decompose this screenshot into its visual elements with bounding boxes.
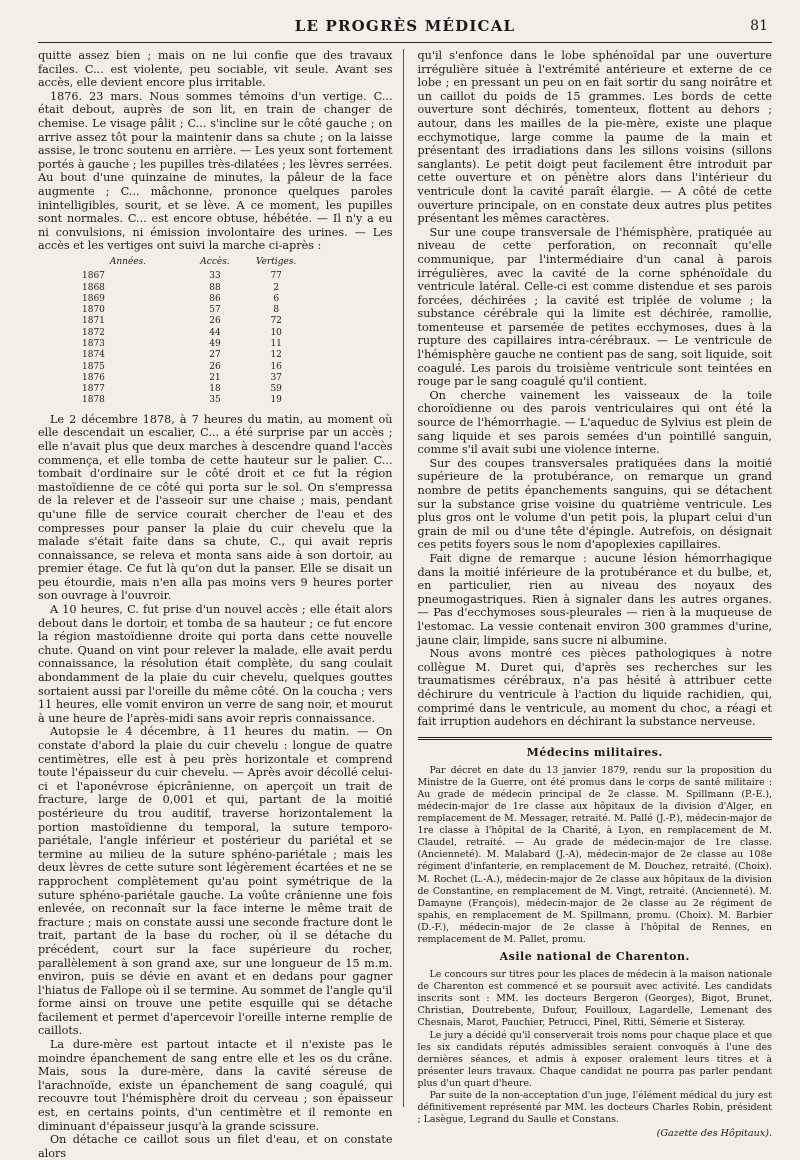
vertigos-cell: 19 [270, 395, 282, 406]
vertigos-cell: 77 [270, 271, 282, 282]
attacks-cell: 26 [209, 361, 221, 372]
table-row [74, 305, 310, 316]
vertigos-cell: 11 [270, 338, 282, 349]
vertigos-cell: 6 [273, 293, 280, 304]
paragraph: Nous avons montré ces pièces pathologiques à notre collègue M. Duret qui, d'après ses recherches sur les traumatismes cérébraux, n'a pas hésité à attribuer cette déchirure du ventricule à l'action du liquide rachidien, qui, comprimé dans le ventricule, au moment du choc, a réagi et fait irruption audehors en déchirant la substance nerveuse. [417, 647, 772, 729]
attacks-cell: 86 [209, 293, 221, 304]
year-cell: 1869 [82, 293, 105, 304]
paragraph: A 10 heures, C. fut prise d'un nouvel accès ; elle était alors debout dans le dortoir, et tomba de sa hauteur ; ce fut encore la région mastoïdienne droite qui porta dans cette nouvelle chute. Quand on vint pour relever la malade, elle avait perdu connaissance, la résolution était complète, du sang coulait abondamment de la plaie du cuir chevelu, quelques gouttes sortaient aussi par l'oreille du même côté. On la coucha ; vers 11 heures, elle vomit environ un verre de sang noir, et mourut à une heure de l'après-midi sans avoir repris connaissance. [38, 603, 393, 725]
attacks-cell: 44 [209, 327, 221, 338]
section-divider [418, 737, 773, 740]
table-row [74, 350, 310, 361]
news-charenton [418, 969, 773, 1126]
journal-title: LE PROGRÈS MÉDICAL [294, 17, 516, 35]
paragraph: Le concours sur titres pour les places de médecin à la maison nationale de Charenton est commencé et se poursuit avec activité. Les candidats inscrits sont : MM. les docteurs Bergeron (Georges), Bigot, Brunet, Christian, Doutrebente, Dufour, Fouilloux, Lagardelle, Lemenant des Chesnais, Marot, Pauchier, Petrucci, Pinel, Ritti, Sémerie et Sisteray. [417, 969, 772, 1029]
attacks-cell: 49 [209, 338, 221, 349]
vertigos-cell: 12 [270, 350, 282, 361]
year-cell: 1870 [82, 305, 105, 316]
page-number: 81 [750, 18, 768, 34]
paragraph: Autopsie le 4 décembre, à 11 heures du matin. — On constate d'abord la plaie du cuir chevelu : longue de quatre centimètres, elle est à peu près horizontale et comprend toute l'épaisseur du cuir chevelu. — Après avoir décollé celui-ci et l'aponévrose épicrânienne, on aperçoit un trait de fracture, large de 0,001 et qui, partant de la moitié postérieure du trou auditif, traverse horizontalement la portion mastoïdienne du temporal, la suture temporo-pariétale, l'angle inférieur et postérieur du pariétal et se termine au milieu de la suture sphéno-pariétale ; mais les deux lèvres de cette suture sont légèrement écartées et ne se rapprochent complètement qu'au point symétrique de la suture sphéno-pariétale gauche. La voûte crânienne une fois enlevée, on reconnaît sur la face interne le même trait de fracture ; mais on constate aussi une seconde fracture dont le trait, partant de la base du rocher, où il se détache du précédent, court sur la face supérieure du rocher, parallèlement à son grand axe, sur une longueur de 15 m.m. environ, puis se dévie en avant et en dedans pour gagner l'hiatus de Fallope où il se termine. Au sommet de l'angle qu'il forme ainsi on trouve une petite esquille qui se détache facilement et permet d'apercevoir l'oreille interne remplie de caillots. [38, 725, 393, 1038]
paragraph: qu'il s'enfonce dans le lobe sphénoïdal par une ouverture irrégulière située à l'extrémité antérieure et externe de ce lobe ; en pressant un peu on en fait sortir du sang noirâtre et un caillot du poids de 15 grammes. Les bords de cette ouverture sont déchirés, tomenteux, flottent au dehors ; autour, dans les mailles de la pie-mère, existe une plaque ecchymotique, large comme la paume de la main et présentant des irradiations dans les sillons voisins (sillons sanglants). Le petit doigt peut facilement être introduit par cette ouverture et on pénètre alors dans l'intérieur du ventricule dont la cavité paraît élargie. — A côté de cette ouverture principale, on en constate deux autres plus petites présentant les mêmes caractères. [417, 49, 772, 226]
attacks-cell: 18 [209, 384, 221, 395]
vertigos-cell: 16 [270, 361, 282, 372]
section-heading-military-doctors: Médecins militaires. [526, 745, 663, 759]
column-header-years: Années. [109, 256, 147, 267]
table-row [74, 384, 310, 395]
year-cell: 1876 [82, 372, 105, 383]
year-cell: 1867 [82, 271, 105, 282]
paragraph: On cherche vainement les vaisseaux de la toile choroïdienne ou des parois ventriculaires qui ont été la source de l'hémorrhagie. — L'aqueduc de Sylvius est plein de sang liquide et ses parois semées d'un pointillé sanguin, comme s'il avait subi une violence interne. [417, 388, 772, 457]
year-cell: 1875 [82, 361, 105, 372]
table-body [74, 271, 310, 407]
table-header-row [74, 257, 310, 271]
year-cell: 1871 [82, 316, 105, 327]
news-military-doctors [418, 765, 773, 946]
paragraph: Le jury a décidé qu'il conserverait trois noms pour chaque place et que les six candidats réputés admissibles seraient convoqués à l'une des dernières séances, et admis à exposer oralement leurs titres et à présenter leurs travaux. Chaque candidat ne pourra pas parler pendant plus d'un quart d'heure. [417, 1029, 772, 1089]
paragraph: On détache ce caillot sous un filet d'eau, et on constate alors [38, 1133, 393, 1160]
paragraph: quitte assez bien ; mais on ne lui confie que des travaux faciles. C... est violente, peu sociable, vit seule. Avant ses accès, elle devient encore plus irritable. [38, 49, 393, 90]
paragraph: Par décret en date du 13 janvier 1879, rendu sur la proposition du Ministre de la Guerre, ont été promus dans le corps de santé militaire : Au grade de médecin principal de 2e classe. M. Spillmann (P.-E.), médecin-major de 1re classe aux hôpitaux de la division d'Alger, en remplacement de M. Messager, retraité. M. Pallé (J.-P.), médecin-major de 1re classe à l'hôpital de la Charité, à Lyon, en remplacement de M. Claudel, retraité. — Au grade de médecin-major de 1re classe. (Ancienneté). M. Malabard (J.-A), médecin-major de 2e classe au 108e régiment d'infanterie, en remplacement de M. Douchez, retraité. (Choix). M. Rochet (L.-A.), médecin-major de 2e classe aux hôpitaux de la division de Constantine, en remplacement de M. Vingt, retraité. (Ancienneté). M. Damayne (François), médecin-major de 2e classe au 2e régiment de spahis, en remplacement de M. Spillmann, promu. (Choix). M. Barbier (D.-F.), médecin-major de 2e classe à l'hôpital de Rennes, en remplacement de M. Pallet, promu. [417, 764, 772, 945]
paragraph: Par suite de la non-acceptation d'un juge, l'élément médical du jury est définitivement représenté par MM. les docteurs Charles Robin, président ; Lasègue, Legrand du Saulle et Constans. [417, 1090, 772, 1126]
table-row [74, 328, 310, 339]
vertigos-cell: 59 [270, 384, 282, 395]
vertigos-cell: 2 [273, 282, 280, 293]
paragraph: Sur des coupes transversales pratiquées dans la moitié supérieure de la protubérance, on remarque un grand nombre de petits épanchements sanguins, qui se détachent sur la substance grise voisine du quatrième ventricule. Les plus gros ont le volume d'un petit pois, la plupart celui d'un grain de mil ou d'une tête d'épingle. Autrefois, on désignait ces petits foyers sous le nom d'apoplexies capillaires. [417, 456, 772, 552]
paragraph: La dure-mère est partout intacte et il n'existe pas le moindre épanchement de sang entre elle et les os du crâne. Mais, sous la dure-mère, dans la cavité séreuse de l'arachnoïde, existe un épanchement de sang coagulé, qui recouvre tout l'hémisphère droit du cerveau ; son épaisseur est, en certains points, d'un centimètre et il remonte en diminuant d'épaisseur jusqu'à la grande scissure. [38, 1038, 393, 1133]
table-row [74, 283, 310, 294]
attacks-cell: 27 [209, 350, 221, 361]
vertigos-cell: 8 [273, 305, 280, 316]
vertigos-cell: 72 [270, 316, 282, 327]
paragraph: Fait digne de remarque : aucune lésion hémorrhagique dans la moitié inférieure de la protubérance et du bulbe, et, en particulier, rien au niveau des noyaux des pneumogastriques. Rien à signaler dans les autres organes. — Pas d'ecchymoses sous-pleurales — rien à la muqueuse de l'estomac. La vessie contenait environ 300 grammes d'urine, jaune clair, limpide, sans sucre ni albumine. [417, 551, 772, 647]
paragraph: Le 2 décembre 1878, à 7 heures du matin, au moment où elle descendait un escalier, C... a été surprise par un accès ; elle n'avait plus que deux marches à descendre quand l'accès commença, et elle tomba de cette hauteur sur le palier. C... tombait d'ordinaire sur le côté droit et ce fut la région mastoïdienne de ce côté qui porta sur le sol. On s'empressa de la relever et de l'asseoir sur une chaise ; mais, pendant qu'une fille de service courait chercher de l'eau et des compresses pour panser la plaie du cuir chevelu que la malade s'était faite dans sa chute, C., qui avait repris connaissance, se releva et monta sans aide à son dortoir, au premier étage. Ce fut là qu'on dut la panser. Elle se disait un peu étourdie, mais n'en alla pas moins vers 9 heures porter son ouvrage à l'ouvroir. [38, 412, 393, 603]
table-row [74, 362, 310, 373]
year-cell: 1878 [82, 395, 105, 406]
table-row [74, 395, 310, 406]
right-column [417, 49, 773, 1140]
year-cell: 1873 [82, 338, 105, 349]
table-row [74, 339, 310, 350]
vertigos-cell: 37 [270, 372, 282, 383]
source-credit: (Gazette des Hôpitaux). [656, 1128, 772, 1140]
column-header-attacks: Accès. [200, 256, 230, 267]
page-header [38, 14, 772, 43]
attacks-cell: 57 [209, 305, 221, 316]
table-row [74, 271, 310, 282]
left-column [38, 49, 404, 1160]
text-columns [38, 49, 772, 1160]
attacks-cell: 33 [209, 271, 221, 282]
year-cell: 1877 [82, 384, 105, 395]
table-row [74, 373, 310, 384]
attacks-cell: 21 [209, 372, 221, 383]
section-heading-charenton: Asile national de Charenton. [499, 950, 690, 964]
year-cell: 1868 [82, 282, 105, 293]
table-row [74, 316, 310, 327]
attacks-cell: 35 [209, 395, 221, 406]
paragraph: 1876. 23 mars. Nous sommes témoins d'un vertige. C... était debout, auprès de son lit, en train de changer de chemise. Le visage pâlit ; C... s'incline sur le côté gauche ; on arrive assez tôt pour la maintenir dans sa chute ; on la laisse assise, le tronc soutenu en arrière. — Les yeux sont fortement portés à gauche ; les pupilles très-dilatées ; les lèvres serrées. Au bout d'une quinzaine de minutes, la pâleur de la face augmente ; C... mâchonne, prononce quelques paroles inintelligibles, sourit, et se lève. A ce moment, les pupilles sont normales. C... est encore obtuse, hébétée. — Il n'y a eu ni convulsions, ni émission involontaire des urines. — Les accès et les vertiges ont suivi la marche ci-après : [38, 89, 393, 253]
paragraph: Sur une coupe transversale de l'hémisphère, pratiquée au niveau de cette perforation, on reconnaît qu'elle communique, par l'intermédiaire d'un canal à parois irrégulières, avec la cavité de la corne sphénoïdale du ventricule latéral. Celle-ci est comme distendue et ses parois forcées, déchirées ; la cavité est triplée de volume ; la substance cérébrale qui la limite est déchirée, ramollie, tomenteuse et parsemée de petites ecchymoses, dues à la rupture des capillaires intra-cérébraux. — Le ventricule de l'hémisphère gauche ne contient pas de sang, soit liquide, soit coagulé. Les parois du troisième ventricule sont teintées en rouge par le sang coagulé qu'il contient. [417, 225, 772, 389]
table-row [74, 294, 310, 305]
column-header-vertigos: Vertiges. [256, 256, 297, 267]
attacks-table [74, 257, 310, 407]
vertigos-cell: 10 [270, 327, 282, 338]
year-cell: 1874 [82, 350, 105, 361]
attacks-cell: 26 [209, 316, 221, 327]
attacks-cell: 88 [209, 282, 221, 293]
year-cell: 1872 [82, 327, 105, 338]
